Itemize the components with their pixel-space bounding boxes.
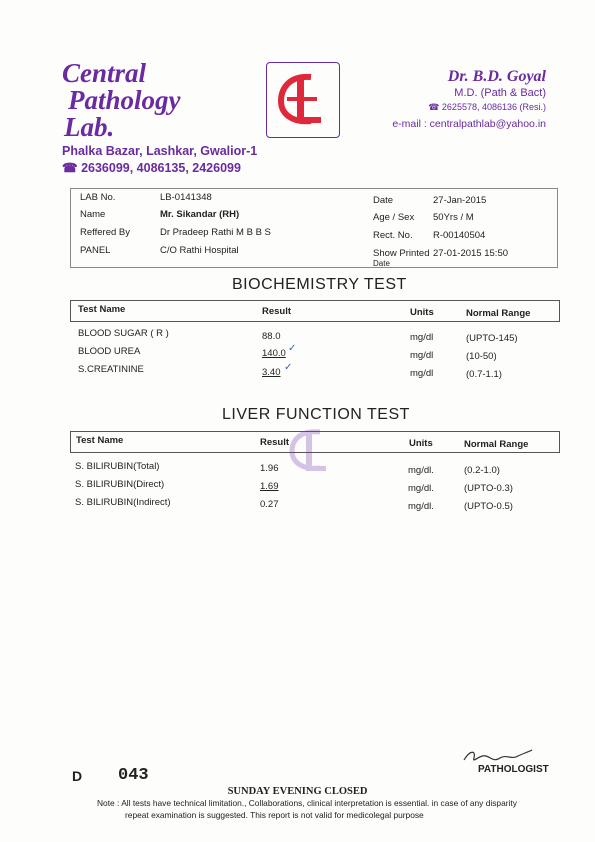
- name-label: Name: [80, 209, 106, 220]
- age-sex-label: Age / Sex: [373, 212, 415, 223]
- patient-name: Mr. Sikandar (RH): [160, 209, 240, 220]
- date-label: Date: [373, 195, 394, 206]
- col-result: Result: [260, 437, 290, 448]
- closed-notice: SUNDAY EVENING CLOSED: [227, 786, 368, 797]
- phone-icon: ☎: [428, 102, 442, 112]
- printed-date-label: Date: [373, 260, 390, 267]
- biochemistry-title: BIOCHEMISTRY TEST: [232, 276, 407, 293]
- lab-no-value: LB-0141348: [160, 192, 212, 203]
- col-normal-range: Normal Range: [464, 439, 529, 450]
- referred-label: Reffered By: [80, 227, 130, 238]
- printed-value: 27-01-2015 15:50: [433, 248, 509, 259]
- col-normal-range: Normal Range: [466, 308, 531, 319]
- lab-no-label: LAB No.: [80, 192, 116, 203]
- d-code: D: [72, 768, 83, 784]
- lab-email: e-mail : centralpathlab@yahoo.in: [392, 118, 546, 130]
- col-units: Units: [410, 307, 434, 318]
- panel-value: C/O Rathi Hospital: [160, 245, 239, 256]
- note-line-2: repeat examination is suggested. This report is not valid for medicolegal purpose: [125, 810, 424, 820]
- logo-emblem-icon: [267, 63, 339, 136]
- col-result: Result: [262, 306, 292, 317]
- liver-function-title: LIVER FUNCTION TEST: [222, 406, 410, 423]
- lab-phones: [62, 160, 241, 175]
- checkmark-icon: ✓: [284, 362, 293, 373]
- lab-logo: [266, 62, 340, 138]
- doctor-qualification: M.D. (Path & Bact): [454, 87, 546, 99]
- doctor-phones: ☎ 2625578, 4086136 (Resi.): [428, 102, 546, 112]
- doctor-name: Dr. B.D. Goyal: [447, 68, 546, 85]
- lab-address: Phalka Bazar, Lashkar, Gwalior-1: [62, 144, 258, 158]
- lab-phone-numbers: 2636099, 4086135, 2426099: [81, 161, 241, 175]
- col-units: Units: [409, 438, 433, 449]
- note-line-1: Note : All tests have technical limitation., Collaborations, clinical interpretation is essential. in case of any disparity: [97, 798, 517, 808]
- rect-no-label: Rect. No.: [373, 230, 413, 241]
- referred-by-value: Dr Pradeep Rathi M B B S: [160, 227, 271, 238]
- lab-name: Central Pathology Lab.: [62, 58, 181, 142]
- col-test-name: Test Name: [78, 304, 126, 315]
- phone-icon: ☎: [62, 161, 78, 175]
- serial-number: 043: [118, 766, 149, 785]
- panel-label: PANEL: [80, 245, 111, 256]
- rect-no-value: R-00140504: [433, 230, 486, 241]
- col-test-name: Test Name: [76, 435, 124, 446]
- checkmark-icon: ✓: [288, 343, 297, 354]
- signature-role: PATHOLOGIST: [478, 764, 549, 775]
- printed-label: Show Printed: [373, 248, 430, 259]
- age-sex-value: 50Yrs / M: [433, 212, 474, 223]
- date-value: 27-Jan-2015: [433, 195, 487, 206]
